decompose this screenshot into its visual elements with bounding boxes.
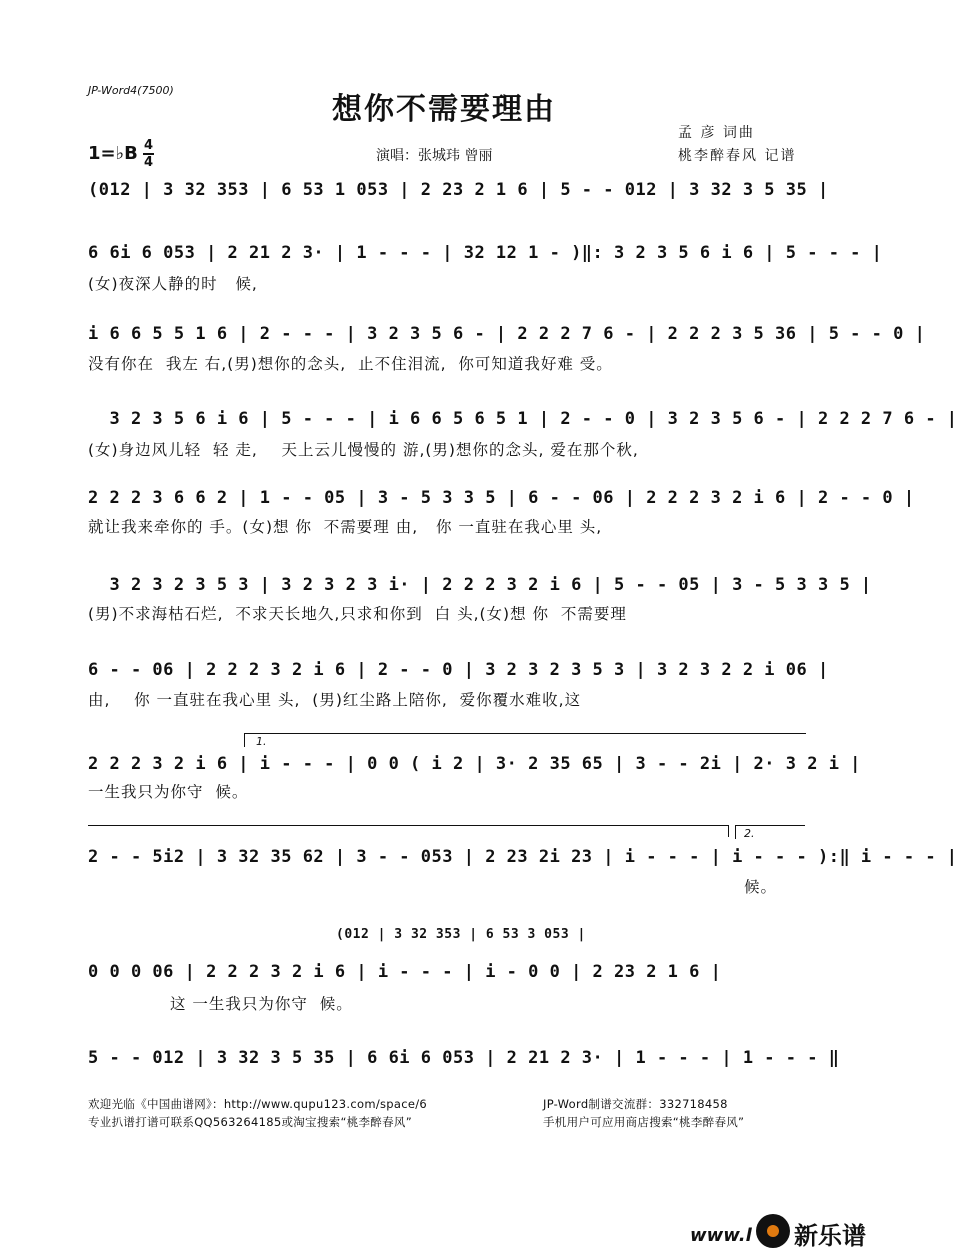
score-line-6-lyrics: (男)不求海枯石烂, 不求天长地久,只求和你到 白 头,(女)想 你 不需要理 (88, 605, 627, 623)
score-line-3-lyrics: 没有你在 我左 右,(男)想你的念头, 止不住泪流, 你可知道我好难 受。 (88, 355, 613, 373)
watermark-url: www.l (690, 1225, 752, 1246)
volta-1-bracket-start (244, 733, 245, 747)
score-line-3-notes: i 6 6 5 5 1 6 | 2 - - - | 3 2 3 5 6 - | 2 2 2 7 6 - | 2 2 2 3 5 36 | 5 - - 0 | (88, 324, 926, 344)
score-line-2-notes: 6 6i 6 053 | 2 21 2 3· | 1 - - - | 32 12 1 - )‖: 3 2 3 5 6 i 6 | 5 - - - | (88, 243, 883, 263)
volta-1-bracket (244, 733, 806, 734)
disc-logo-icon (756, 1214, 790, 1248)
volta-2-bracket (735, 825, 805, 826)
app-tag: JP-Word4(7500) (88, 84, 174, 97)
volta-1-label: 1. (256, 735, 267, 748)
score-line-4-notes: 3 2 3 5 6 i 6 | 5 - - - | i 6 6 5 6 5 1 | 2 - - 0 | 3 2 3 5 6 - | 2 2 2 7 6 - | (88, 409, 958, 429)
volta-1-continuation (88, 825, 728, 826)
volta-2-label: 2. (744, 827, 755, 840)
score-line-7-lyrics: 由, 你 一直驻在我心里 头, (男)红尘路上陪你, 爱你覆水难收,这 (88, 691, 582, 709)
score-title: 想你不需要理由 (332, 92, 556, 127)
footer-group: JP-Word制谱交流群：332718458 (543, 1097, 728, 1111)
score-line-5-lyrics: 就让我来牵你的 手。(女)想 你 不需要理 由, 你 一直驻在我心里 头, (88, 518, 603, 536)
time-signature-bottom: 4 (143, 154, 154, 170)
footer-site-link[interactable]: 欢迎光临《中国曲谱网》：http://www.qupu123.com/space/6 (88, 1097, 428, 1111)
score-line-4-lyrics: (女)身边风儿轻 轻 走, 天上云儿慢慢的 游,(男)想你的念头, 爱在那个秋, (88, 441, 639, 459)
key-signature: 1=♭B (88, 143, 138, 164)
time-signature (143, 139, 154, 169)
footer-contact: 专业扒谱打谱可联系QQ563264185或淘宝搜索“桃李醉春风” (88, 1115, 412, 1129)
transcriber-credit: 桃李醉春风 记谱 (678, 148, 797, 164)
score-line-1-notes: (012 | 3 32 353 | 6 53 1 053 | 2 23 2 1 6 | 5 - - 012 | 3 32 3 5 35 | (88, 180, 829, 200)
time-signature-top: 4 (143, 138, 154, 153)
volta-2-bracket-start (735, 825, 736, 839)
score-line-8-lyrics: 一生我只为你守 候。 (88, 783, 249, 801)
footer-app-hint: 手机用户可应用商店搜索“桃李醉春风” (543, 1115, 745, 1129)
score-line-6-notes: 3 2 3 2 3 5 3 | 3 2 3 2 3 i· | 2 2 2 3 2 i 6 | 5 - - 05 | 3 - 5 3 3 5 | (88, 575, 872, 595)
score-line-5-notes: 2 2 2 3 6 6 2 | 1 - - 05 | 3 - 5 3 3 5 | 6 - - 06 | 2 2 2 3 2 i 6 | 2 - - 0 | (88, 488, 915, 508)
score-line-10-notes: 0 0 0 06 | 2 2 2 3 2 i 6 | i - - - | i - 0 0 | 2 23 2 1 6 | (88, 962, 722, 982)
score-line-7-notes: 6 - - 06 | 2 2 2 3 2 i 6 | 2 - - 0 | 3 2 3 2 3 5 3 | 3 2 3 2 2 i 06 | (88, 660, 829, 680)
watermark-brand: 新乐谱 (794, 1222, 866, 1250)
score-line-9-notes: 2 - - 5i2 | 3 32 35 62 | 3 - - 053 | 2 23 2i 23 | i - - - | i - - - ):‖ i - - - | (88, 847, 958, 867)
score-line-8-notes: 2 2 2 3 2 i 6 | i - - - | 0 0 ( i 2 | 3· 2 35 65 | 3 - - 2i | 2· 3 2 i | (88, 754, 861, 774)
singer-credit: 演唱：张城玮 曾丽 (376, 148, 493, 164)
composer-credit: 孟 彦 词曲 (678, 125, 755, 141)
score-line-2-lyrics: (女)夜深人静的时 候, (88, 275, 258, 293)
score-line-10-small-notes: (012 | 3 32 353 | 6 53 3 053 | (336, 927, 586, 942)
volta-1-bracket-end (728, 825, 729, 837)
score-line-10-lyrics: 这 一生我只为你守 候。 (170, 995, 353, 1013)
score-line-9-lyrics: 候。 (744, 878, 778, 896)
score-line-11-notes: 5 - - 012 | 3 32 3 5 35 | 6 6i 6 053 | 2 21 2 3· | 1 - - - | 1 - - - ‖ (88, 1048, 840, 1068)
